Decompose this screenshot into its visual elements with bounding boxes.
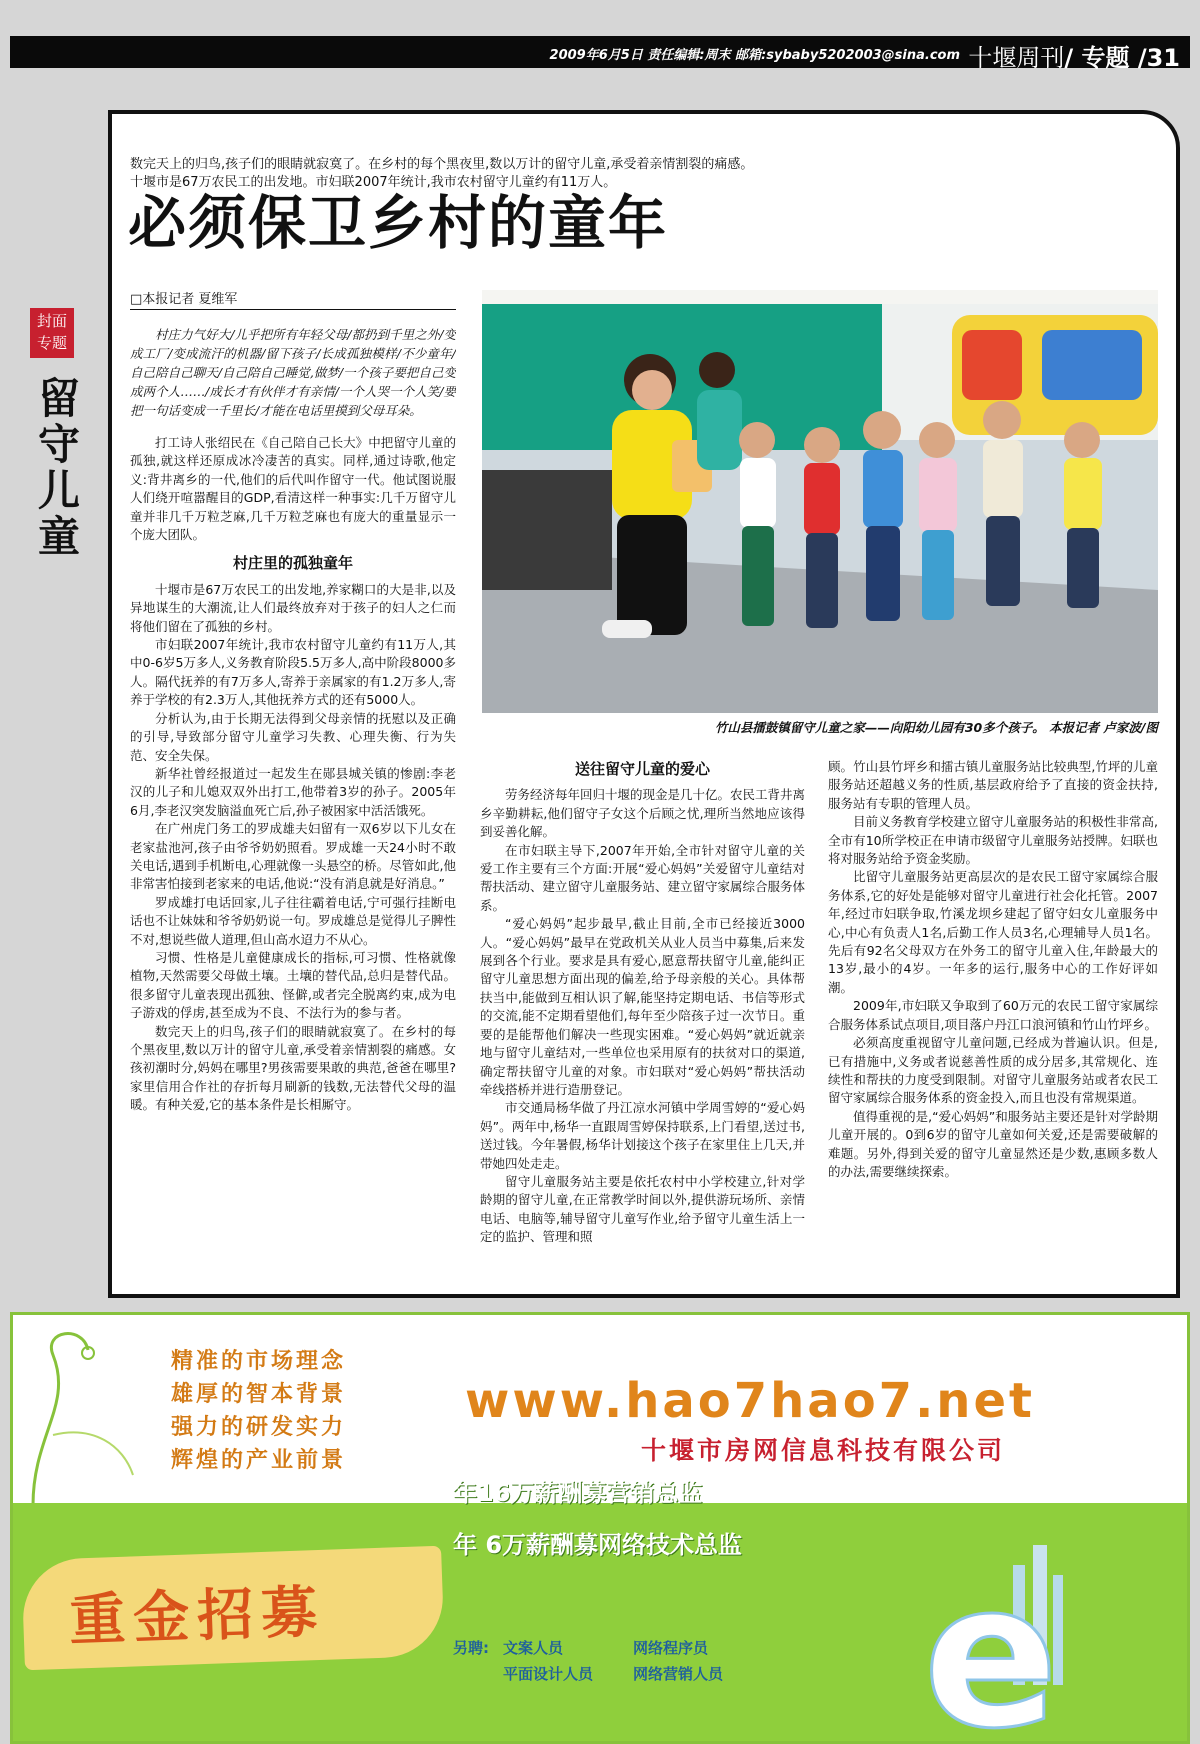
news-photo xyxy=(482,290,1158,713)
paragraph: 必须高度重视留守儿童问题,已经成为普遍认识。但是,已有措施中,义务或者说慈善性质的成分居多,其常规化、连续性和帮扶的力度受到限制。对留守儿童服务站或者农民工留守家属综合服务体系的资金投入,而且也没有常规渠道。 xyxy=(828,1035,1158,1106)
slogan: 强力的研发实力 xyxy=(171,1415,347,1440)
paragraph: 数完天上的归鸟,孩子们的眼睛就寂寞了。在乡村的每个黑夜里,数以万计的留守儿童,承受着亲情割裂的痛感。女孩初潮时分,妈妈在哪里?男孩需要果敢的典范,爸爸在哪里?家里信用合作社的存折每月刷新的钱数,无法替代父母的温暖。有种关爱,它的基本条件是长相厮守。 xyxy=(130,1023,456,1113)
also-label: 另聘: xyxy=(453,1639,489,1657)
paragraph: 顾。竹山县竹坪乡和擂古镇儿童服务站比较典型,竹坪的儿童服务站还超越义务的性质,基层政府给予了直接的资金扶持,服务站有专职的管理人员。 xyxy=(828,759,1158,811)
slogan: 精准的市场理念 xyxy=(171,1349,347,1374)
position: 平面设计人员 xyxy=(503,1665,594,1683)
photo-caption: 竹山县擂鼓镇留守儿童之家——向阳幼儿园有30多个孩子。 本报记者 卢家波/图 xyxy=(714,720,1158,735)
paragraph: 市妇联2007年统计,我市农村留守儿童约有11万人,其中0-6岁5万多人,义务教育阶段5.5万多人,高中阶段8000多人。隔代抚养的有7万多人,寄养于亲属家的有1.2万多人,寄养于学校的有2.3万人,其他抚养方式的还有5000人。 xyxy=(130,637,456,708)
ad-banner xyxy=(21,1546,445,1671)
paragraph: 在市妇联主导下,2007年开始,全市针对留守儿童的关爱工作主要有三个方面:开展“爱心妈妈”关爱留守儿童结对帮扶活动、建立留守儿童服务站、建立留守家属综合服务体系。 xyxy=(480,842,805,913)
header-meta: 2009年6月5日 责任编辑:周末 邮箱:sybaby5202003@sina.com xyxy=(549,48,960,63)
poem-paragraph: 村庄力气好大/儿乎把所有年轻父母/都扔到千里之外/变成工厂/变成流汗的机器/留下孩子/长成孤独模样/不少童年/自己陪自己聊天/自己陪自己睡觉,做梦/一个孩子要把自己变成两个人……/成长才有伙伴才有亲情/一个人哭一个人笑/要把一句话变成一千里长/才能在电话里摸到父母耳朵。 xyxy=(130,327,456,418)
ad-job-2: 年 6万薪酬募网络技术总监 xyxy=(453,1531,743,1559)
subheading: 村庄里的孤独童年 xyxy=(232,554,353,573)
section-title: 留守儿童 xyxy=(38,374,81,561)
ad-job-1: 年16万薪酬募营销总监 xyxy=(453,1479,703,1507)
ad-slogans xyxy=(171,1345,346,1477)
paragraph: 留守儿童服务站主要是依托农村中小学校建立,针对学龄期的留守儿童,在正常教学时间以外,提供游玩场所、亲情电话、电脑等,辅导留守儿童写作业,给予留守儿童生活上一定的监护、管理和照 xyxy=(480,1173,805,1245)
slogan: 雄厚的智本背景 xyxy=(171,1382,347,1407)
paragraph: 值得重视的是,“爱心妈妈”和服务站主要还是针对学龄期儿童开展的。0到6岁的留守儿童如何关爱,还是需要破解的难题。另外,得到关爱的留守儿童显然还是少数,惠顾多数人的办法,需要继续探索。 xyxy=(828,1108,1158,1179)
e-logo-icon xyxy=(863,1505,1187,1741)
paragraph: 在广州虎门务工的罗成雄夫妇留有一双6岁以下儿女在老家盐池河,孩子由爷爷奶奶照看。罗成雄一天24小时不敢关电话,遇到手机断电,心理就像一头悬空的桥。尽管如此,他非常害怕接到老家来的电话,他说:“没有消息就是好消息。” xyxy=(130,821,456,892)
paragraph: 市交通局杨华做了丹江凉水河镇中学周雪婷的“爱心妈妈”。两年中,杨华一直跟周雪婷保持联系,上门看望,送过书,送过钱。今年暑假,杨华计划接这个孩子在家里住上几天,并带她四处走走。 xyxy=(480,1100,805,1171)
position: 文案人员 xyxy=(503,1639,564,1657)
article-headline: 必须保卫乡村的童年 xyxy=(128,189,669,257)
paragraph: 目前义务教育学校建立留守儿童服务站的积极性非常高,全市有10所学校正在申请市级留守儿童服务站授牌。妇联也将对服务站给予资金奖励。 xyxy=(828,814,1158,867)
advertisement xyxy=(10,1312,1190,1744)
article-lead xyxy=(130,156,870,192)
section-label: / 专题 /31 xyxy=(1064,44,1180,72)
paragraph: 分析认为,由于长期无法得到父母亲情的抚慰以及正确的引导,导致部分留守儿童学习失教、心理失衡、行为失范、安全失保。 xyxy=(130,710,456,763)
position: 网络营销人员 xyxy=(633,1665,724,1683)
ad-banner-text: 重金招募 xyxy=(68,1579,327,1654)
slogan: 辉煌的产业前景 xyxy=(171,1448,347,1473)
paragraph: 新华社曾经报道过一起发生在郧县城关镇的惨剧:李老汉的儿子和儿媳双双外出打工,他带着3岁的孙子。2005年6月,李老汉突发脑溢血死亡后,孙子被困家中活活饿死。 xyxy=(130,765,456,818)
brand-name: 十堰周刊 xyxy=(968,44,1065,72)
paragraph: 打工诗人张绍民在《自己陪自己长大》中把留守儿童的孤独,就这样还原成冰冷凄苦的真实。同样,通过诗歌,他定义:背井离乡的一代,他们的后代叫作留守一代。他试图说服人们绕开喧嚣醒目的GDP,看清这样一种事实:几千万留守儿童并非几千万粒芝麻,几千万粒芝麻也有庞大的重量显示一个庞大团队。 xyxy=(130,435,456,543)
lead-line-1: 数完天上的归鸟,孩子们的眼睛就寂寞了。在乡村的每个黑夜里,数以万计的留守儿童,承受着亲情割裂的痛感。 xyxy=(130,157,754,172)
section-tag: 封面专题 xyxy=(30,308,74,358)
subheading: 送往留守儿童的爱心 xyxy=(574,760,710,778)
paragraph: “爱心妈妈”起步最早,截止目前,全市已经接近3000人。“爱心妈妈”最早在党政机关从业人员当中募集,后来发展到各个行业。要求是具有爱心,愿意帮扶留守儿童,能纠正留守儿童思想方面出现的偏差,给予母亲般的关心。具体帮扶当中,能做到互相认识了解,能坚持定期电话、书信等形式的交流,能不定期看望他们,每年至少陪孩子过一次节日。重要的是能帮他们解决一些现实困难。“爱心妈妈”就近就亲地与留守儿童结对,一些单位也采用原有的扶贫对口的渠道,确定帮扶留守儿童的对象。市妇联对“爱心妈妈”帮扶活动牵线搭桥并进行造册登记。 xyxy=(480,916,805,1097)
kindergarten-photo-illustration xyxy=(482,290,1158,713)
article-column-1 xyxy=(130,325,456,1285)
paragraph: 习惯、性格是儿童健康成长的指标,可习惯、性格就像植物,天然需要父母做土壤。土壤的替代品,总归是替代品。很多留守儿童表现出孤独、怪僻,或者完全脱离约束,成为电子游戏的俘虏,甚至成为不良、不法行为的参与者。 xyxy=(130,949,456,1021)
ad-website-link[interactable]: www.hao7hao7.net xyxy=(465,1373,1035,1429)
paragraph: 罗成雄打电话回家,儿子往往霸着电话,宁可强行挂断电话也不让妹妹和爷爷奶奶说一句。罗成雄总是觉得儿子脾性不对,想说些做人道理,但山高水迢力不从心。 xyxy=(130,894,456,947)
paragraph: 2009年,市妇联又争取到了60万元的农民工留守家属综合服务体系试点项目,项目落户丹江口浪河镇和竹山竹坪乡。 xyxy=(828,998,1158,1032)
article-column-2 xyxy=(480,760,805,1290)
article-column-3 xyxy=(828,758,1158,1288)
header-brand xyxy=(968,38,1180,73)
paragraph: 比留守儿童服务站更高层次的是农民工留守家属综合服务体系,它的好处是能够对留守儿童进行社会化托管。2007年,经过市妇联争取,竹溪龙坝乡建起了留守妇女儿童服务中心,中心有负责人1名,后勤工作人员3名,心理辅导人员1名。先后有92名父母双方在外务工的留守儿童入住,年龄最大的13岁,最小的4岁。一年多的运行,服务中心的工作好评如潮。 xyxy=(828,869,1158,995)
page-header xyxy=(10,36,1190,72)
ad-company-name: 十堰市房网信息科技有限公司 xyxy=(641,1436,1006,1465)
ad-other-positions xyxy=(453,1635,763,1687)
position: 网络程序员 xyxy=(633,1639,709,1657)
lead-line-2: 十堰市是67万农民工的出发地。市妇联2007年统计,我市农村留守儿童约有11万人。 xyxy=(130,175,617,190)
svg-text:e: e xyxy=(923,1540,1059,1741)
article-byline: □本报记者 夏维军 xyxy=(130,288,456,310)
vine-decoration-icon xyxy=(13,1315,173,1515)
paragraph: 劳务经济每年回归十堰的现金是几十亿。农民工背井离乡辛勤耕耘,他们留守子女这个后顾之忧,理所当然地应该得到妥善化解。 xyxy=(480,787,805,840)
paragraph: 十堰市是67万农民工的出发地,养家糊口的大是非,以及异地谋生的大潮流,让人们最终放弃对于孩子的妇人之仁而将他们留在了孤独的乡村。 xyxy=(130,581,456,634)
